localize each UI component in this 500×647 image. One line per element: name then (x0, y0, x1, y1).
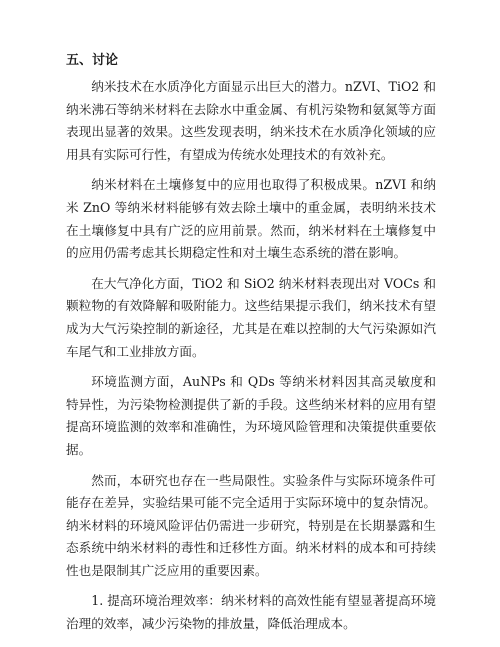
paragraph-limitations: 然而，本研究也存在一些局限性。实验条件与实际环境条件可能存在差异，实验结果可能不完全适用于实际环境中的复杂情况。纳米材料的环境风险评估仍需进一步研究，特别是在长期暴露和生态系统中纳米材料的毒性和迁移性方面。纳米材料的成本和可持续性也是限制其广泛应用的重要因素。 (66, 472, 436, 578)
list-item: 1. 提高环境治理效率：纳米材料的高效性能有望显著提高环境治理的效率，减少污染物的排放量，降低治理成本。 (66, 593, 436, 632)
section-heading: 五、讨论 (66, 53, 119, 68)
paragraph-monitoring: 环境监测方面，AuNPs 和 QDs 等纳米材料因其高灵敏度和特异性，为污染物检测提供了新的手段。这些纳米材料的应用有望提高环境监测的效率和准确性，为环境风险管理和决策提供重要依据。 (66, 374, 436, 457)
paragraph-water: 纳米技术在水质净化方面显示出巨大的潜力。nZVI、TiO2 和纳米沸石等纳米材料在去除水中重金属、有机污染物和氨氮等方面表现出显著的效果。这些发现表明，纳米技术在水质净化领域的应用具有实际可行性，有望成为传统水处理技术的有效补充。 (66, 79, 436, 162)
paragraph-air: 在大气净化方面，TiO2 和 SiO2 纳米材料表现出对 VOCs 和颗粒物的有效降解和吸附能力。这些结果提示我们，纳米技术有望成为大气污染控制的新途径，尤其是在难以控制的大气污染源如汽车尾气和工业排放方面。 (66, 275, 436, 359)
paragraph-soil: 纳米材料在土壤修复中的应用也取得了积极成果。nZVI 和纳米 ZnO 等纳米材料能够有效去除土壤中的重金属，表明纳米技术在土壤修复中具有广泛的应用前景。然而，纳米材料在土壤修复中的应用仍需考虑其长期稳定性和对土壤生态系统的潜在影响。 (66, 177, 436, 261)
document-body (66, 50, 436, 644)
